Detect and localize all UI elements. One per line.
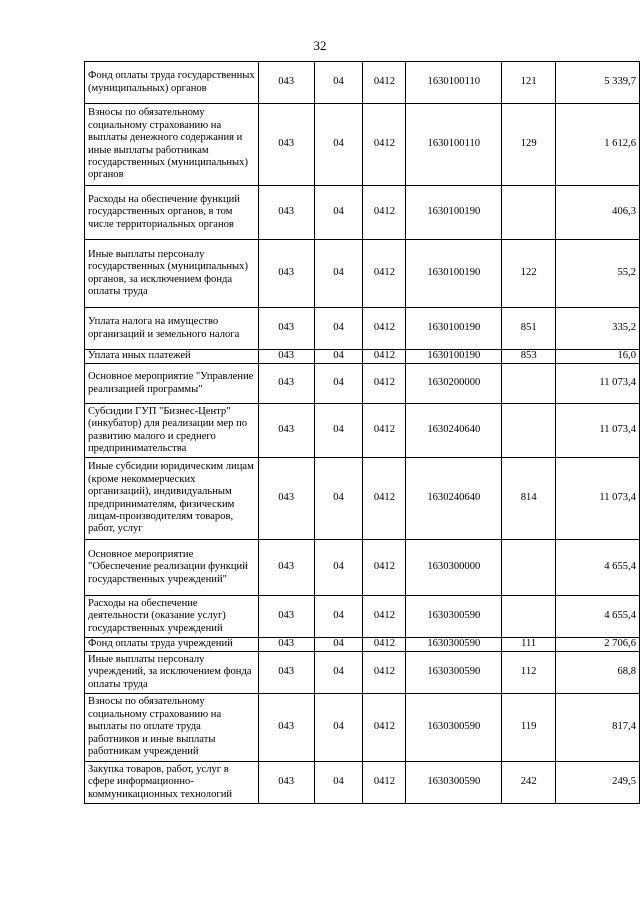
section-code-cell: 04 <box>314 240 363 308</box>
section-code-cell: 04 <box>314 458 363 540</box>
subsection-code-cell: 0412 <box>363 186 406 240</box>
section-code-cell: 04 <box>314 694 363 762</box>
amount-cell: 335,2 <box>556 308 640 350</box>
row-name-cell: Уплата налога на имущество организаций и земельного налога <box>85 308 259 350</box>
row-name-cell: Расходы на обеспечение функций государственных органов, в том числе территориальных органов <box>85 186 259 240</box>
section-code-cell: 04 <box>314 350 363 364</box>
expense-type-cell: 112 <box>502 652 556 694</box>
subsection-code-cell: 0412 <box>363 404 406 458</box>
target-article-cell: 1630100110 <box>406 62 502 104</box>
row-name-cell: Иные субсидии юридическим лицам (кроме некоммерческих организаций), индивидуальным предпринимателям, физическим лицам-производителям товаров, работ, услуг <box>85 458 259 540</box>
subsection-code-cell: 0412 <box>363 652 406 694</box>
target-article-cell: 1630100110 <box>406 104 502 186</box>
subsection-code-cell: 0412 <box>363 458 406 540</box>
section-code-cell: 04 <box>314 638 363 652</box>
section-code-cell: 04 <box>314 308 363 350</box>
section-code-cell: 04 <box>314 596 363 638</box>
section-code-cell: 04 <box>314 186 363 240</box>
subsection-code-cell: 0412 <box>363 364 406 404</box>
amount-cell: 1 612,6 <box>556 104 640 186</box>
subsection-code-cell: 0412 <box>363 638 406 652</box>
section-code-cell: 04 <box>314 62 363 104</box>
target-article-cell: 1630300590 <box>406 694 502 762</box>
row-name-cell: Субсидии ГУП "Бизнес-Центр" (инкубатор) для реализации мер по развитию малого и среднего предпринимательства <box>85 404 259 458</box>
subsection-code-cell: 0412 <box>363 308 406 350</box>
expense-type-cell: 242 <box>502 762 556 804</box>
target-article-cell: 1630300000 <box>406 540 502 596</box>
ministry-code-cell: 043 <box>258 458 314 540</box>
row-name-cell: Основное мероприятие "Обеспечение реализации функций государственных учреждений" <box>85 540 259 596</box>
target-article-cell: 1630240640 <box>406 404 502 458</box>
table-row <box>85 404 640 458</box>
amount-cell: 68,8 <box>556 652 640 694</box>
subsection-code-cell: 0412 <box>363 350 406 364</box>
section-code-cell: 04 <box>314 762 363 804</box>
target-article-cell: 1630200000 <box>406 364 502 404</box>
target-article-cell: 1630300590 <box>406 762 502 804</box>
table-row <box>85 104 640 186</box>
row-name-cell: Основное мероприятие "Управление реализацией программы" <box>85 364 259 404</box>
ministry-code-cell: 043 <box>258 350 314 364</box>
expense-type-cell: 129 <box>502 104 556 186</box>
row-name-cell: Уплата иных платежей <box>85 350 259 364</box>
expense-type-cell: 851 <box>502 308 556 350</box>
ministry-code-cell: 043 <box>258 694 314 762</box>
target-article-cell: 1630100190 <box>406 308 502 350</box>
expense-type-cell <box>502 596 556 638</box>
subsection-code-cell: 0412 <box>363 540 406 596</box>
ministry-code-cell: 043 <box>258 540 314 596</box>
row-name-cell: Иные выплаты персоналу учреждений, за исключением фонда оплаты труда <box>85 652 259 694</box>
amount-cell: 817,4 <box>556 694 640 762</box>
ministry-code-cell: 043 <box>258 404 314 458</box>
table-row <box>85 694 640 762</box>
table-row <box>85 762 640 804</box>
subsection-code-cell: 0412 <box>363 62 406 104</box>
expense-type-cell: 853 <box>502 350 556 364</box>
amount-cell: 406,3 <box>556 186 640 240</box>
target-article-cell: 1630300590 <box>406 652 502 694</box>
expense-type-cell <box>502 186 556 240</box>
expense-type-cell <box>502 540 556 596</box>
expense-type-cell <box>502 364 556 404</box>
section-code-cell: 04 <box>314 652 363 694</box>
amount-cell: 11 073,4 <box>556 364 640 404</box>
subsection-code-cell: 0412 <box>363 596 406 638</box>
ministry-code-cell: 043 <box>258 596 314 638</box>
ministry-code-cell: 043 <box>258 186 314 240</box>
target-article-cell: 1630240640 <box>406 458 502 540</box>
amount-cell: 249,5 <box>556 762 640 804</box>
table-row <box>85 62 640 104</box>
section-code-cell: 04 <box>314 404 363 458</box>
subsection-code-cell: 0412 <box>363 240 406 308</box>
table-row <box>85 240 640 308</box>
expense-type-cell: 119 <box>502 694 556 762</box>
expense-type-cell: 122 <box>502 240 556 308</box>
subsection-code-cell: 0412 <box>363 762 406 804</box>
ministry-code-cell: 043 <box>258 308 314 350</box>
section-code-cell: 04 <box>314 540 363 596</box>
table-row <box>85 652 640 694</box>
table-row <box>85 186 640 240</box>
table-row <box>85 364 640 404</box>
table-row <box>85 308 640 350</box>
amount-cell: 11 073,4 <box>556 404 640 458</box>
subsection-code-cell: 0412 <box>363 104 406 186</box>
target-article-cell: 1630100190 <box>406 350 502 364</box>
budget-table-body <box>85 62 640 804</box>
ministry-code-cell: 043 <box>258 62 314 104</box>
table-row <box>85 458 640 540</box>
row-name-cell: Расходы на обеспечение деятельности (оказание услуг) государственных учреждений <box>85 596 259 638</box>
section-code-cell: 04 <box>314 104 363 186</box>
expense-type-cell <box>502 404 556 458</box>
target-article-cell: 1630300590 <box>406 638 502 652</box>
ministry-code-cell: 043 <box>258 762 314 804</box>
expense-type-cell: 111 <box>502 638 556 652</box>
budget-table <box>84 61 640 804</box>
page-number: 32 <box>313 38 327 53</box>
amount-cell: 55,2 <box>556 240 640 308</box>
target-article-cell: 1630100190 <box>406 240 502 308</box>
row-name-cell: Иные выплаты персоналу государственных (муниципальных) органов, за исключением фонда оплаты труда <box>85 240 259 308</box>
table-row <box>85 638 640 652</box>
section-code-cell: 04 <box>314 364 363 404</box>
ministry-code-cell: 043 <box>258 104 314 186</box>
row-name-cell: Взносы по обязательному социальному страхованию на выплаты по оплате труда работников и иные выплаты работникам учреждений <box>85 694 259 762</box>
ministry-code-cell: 043 <box>258 364 314 404</box>
amount-cell: 11 073,4 <box>556 458 640 540</box>
row-name-cell: Закупка товаров, работ, услуг в сфере информационно-коммуникационных технологий <box>85 762 259 804</box>
ministry-code-cell: 043 <box>258 652 314 694</box>
table-row <box>85 596 640 638</box>
target-article-cell: 1630300590 <box>406 596 502 638</box>
amount-cell: 2 706,6 <box>556 638 640 652</box>
amount-cell: 5 339,7 <box>556 62 640 104</box>
row-name-cell: Фонд оплаты труда учреждений <box>85 638 259 652</box>
expense-type-cell: 121 <box>502 62 556 104</box>
row-name-cell: Взносы по обязательному социальному страхованию на выплаты денежного содержания и иные выплаты работникам государственных (муниципальных) органов <box>85 104 259 186</box>
table-row <box>85 540 640 596</box>
ministry-code-cell: 043 <box>258 638 314 652</box>
amount-cell: 16,0 <box>556 350 640 364</box>
target-article-cell: 1630100190 <box>406 186 502 240</box>
amount-cell: 4 655,4 <box>556 540 640 596</box>
table-row <box>85 350 640 364</box>
subsection-code-cell: 0412 <box>363 694 406 762</box>
expense-type-cell: 814 <box>502 458 556 540</box>
ministry-code-cell: 043 <box>258 240 314 308</box>
amount-cell: 4 655,4 <box>556 596 640 638</box>
row-name-cell: Фонд оплаты труда государственных (муниципальных) органов <box>85 62 259 104</box>
